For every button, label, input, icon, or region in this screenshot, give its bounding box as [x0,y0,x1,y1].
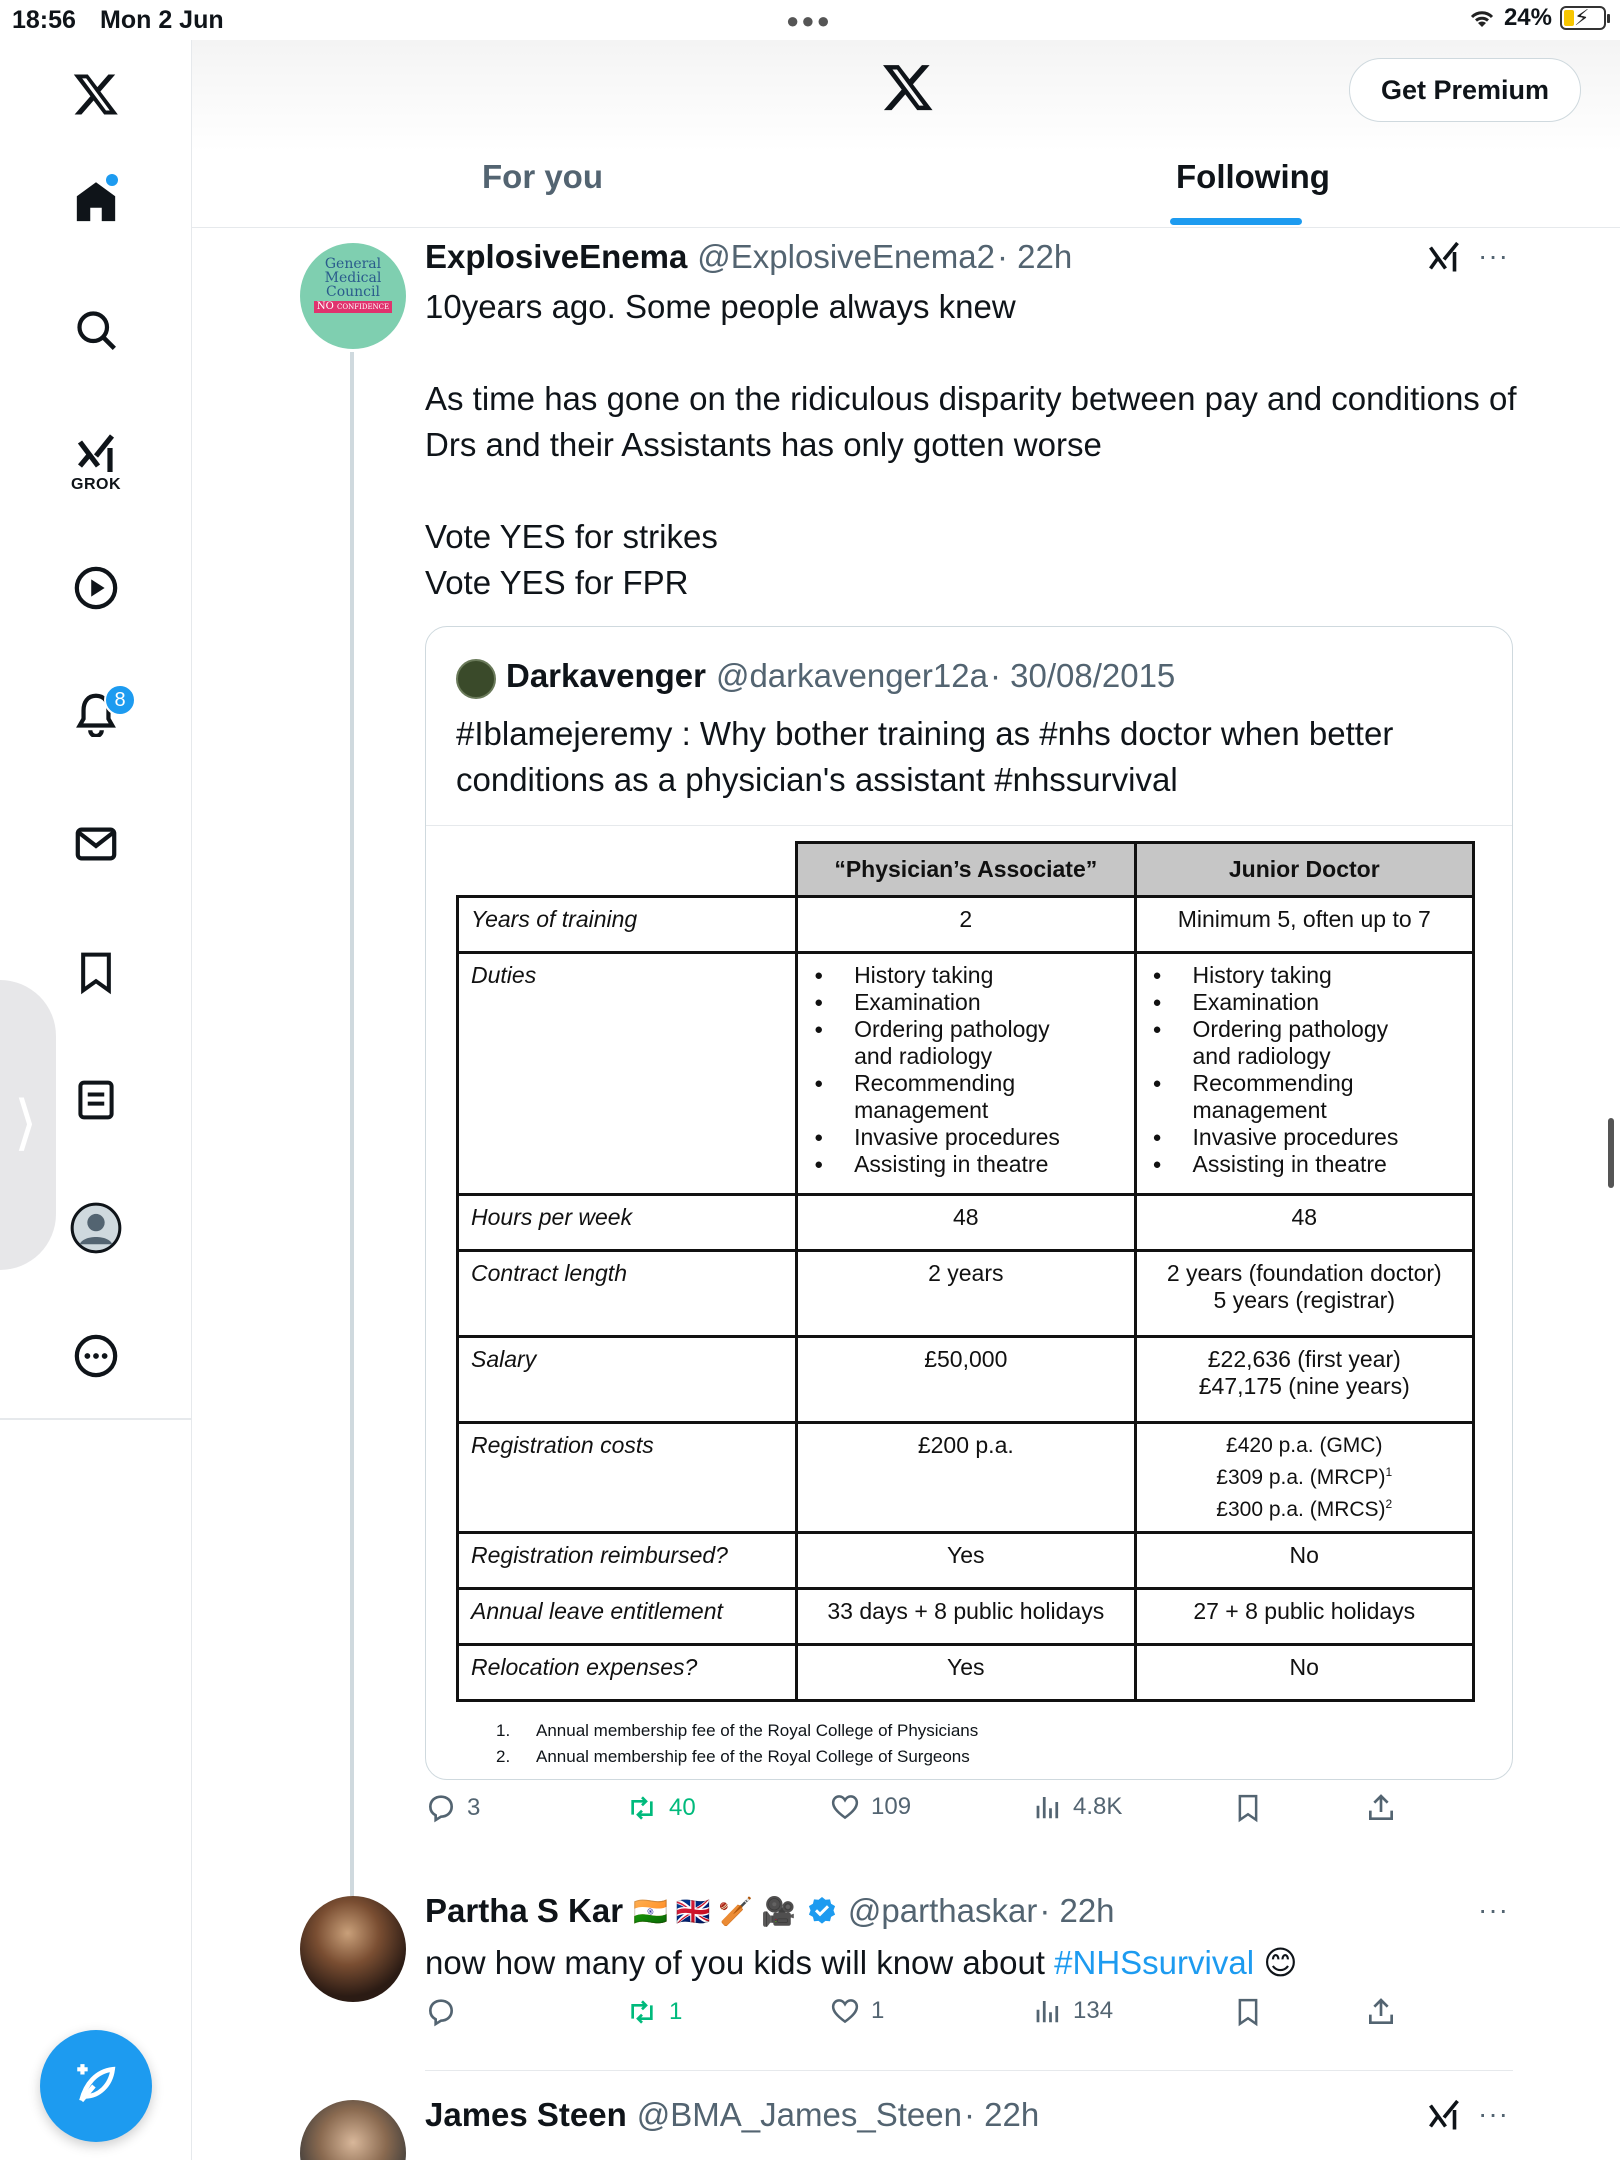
list-item: management [854,1097,989,1123]
avatar-text: Council [326,284,380,300]
table-cell [1135,1337,1473,1423]
quote-author-name: Darkavenger [506,657,706,694]
repost-button[interactable] [625,1996,682,2028]
quote-author-handle: @darkavenger12a [715,657,988,694]
avatar-badge: NO CONFIDENCE [314,301,392,313]
repost-icon [625,1792,659,1824]
cell-line: £420 p.a. (GMC) [1226,1434,1383,1457]
more-icon[interactable]: ··· [1478,1894,1509,1925]
wifi-icon [1468,7,1496,29]
comparison-table [456,841,1475,1702]
reply-icon [425,1996,457,2028]
verified-badge-icon [806,1895,838,1927]
more-options-icon[interactable] [66,1326,126,1386]
compose-button[interactable] [40,2030,152,2142]
hashtag-link[interactable]: #NHSsurvival [1054,1944,1255,1981]
bookmark-icon [1233,1792,1263,1824]
tweet-text-plain: now how many of you kids will know about [425,1944,1055,1981]
row-label: Hours per week [458,1195,797,1251]
sidebar-toggle-handle[interactable] [0,980,56,1270]
share-button[interactable] [1365,1996,1397,2028]
tweet-header [425,238,1072,276]
list-item: ● Ordering pathology [854,1016,1121,1043]
quote-text: #Iblamejeremy : Why bother training as #nhs doctor when better conditions as a physician's assistant #nhssurvival [456,715,1394,798]
row-label: Salary [458,1337,797,1423]
more-icon[interactable]: ··· [1478,2098,1509,2129]
left-nav [0,40,192,2160]
active-tab-indicator [1170,218,1302,225]
table-cell [1135,953,1473,1195]
repost-icon [625,1996,659,2028]
bookmark-button[interactable] [1233,1996,1263,2028]
list-item: ● Recommending [854,1070,1121,1097]
bookmarks-icon[interactable] [66,942,126,1002]
like-button[interactable] [829,1792,911,1822]
author-name[interactable]: James Steen [425,2096,627,2133]
tweet-time[interactable]: · 22h [1039,1892,1115,1929]
avatar-text: General [324,256,382,272]
table-cell: 2 [797,897,1135,953]
repost-count: 40 [669,1794,696,1821]
reply-button[interactable] [425,1996,467,2028]
list-item: ● Invasive procedures [854,1124,1121,1151]
cell-line: £300 p.a. (MRCS)$^2$ [1216,1497,1393,1521]
author-handle[interactable]: @parthaskar [847,1892,1038,1929]
author-handle[interactable]: @ExplosiveEnema2 [697,238,995,275]
list-item: ● Examination [854,989,1121,1016]
list-item: ● Examination [1193,989,1460,1016]
like-count: 109 [871,1793,912,1820]
reply-button[interactable] [425,1792,480,1824]
tweet-time[interactable]: · 22h [963,2096,1040,2133]
row-label: Contract length [458,1251,797,1337]
list-item: ● Ordering pathology [1193,1016,1460,1043]
reply-count: 3 [467,1794,481,1821]
lists-icon[interactable] [66,1070,126,1130]
table-cell: No [1135,1533,1473,1589]
cell-line: £22,636 (first year) [1207,1346,1401,1372]
table-cell [1135,1423,1473,1533]
quoted-tweet[interactable] [425,626,1513,1780]
status-bar [0,0,1620,40]
quote-date: · 30/08/2015 [989,657,1176,694]
cell-line: 5 years (registrar) [1213,1287,1395,1313]
table-cell: 33 days + 8 public holidays [797,1589,1135,1645]
multitask-dots-icon[interactable]: ●●● [786,8,832,33]
tweet-text [425,1940,1298,1986]
table-cell: 48 [797,1195,1135,1251]
emoji: 😊 [1263,1944,1298,1981]
grok-explain-icon[interactable] [1426,2098,1462,2139]
share-button[interactable] [1365,1792,1397,1824]
table-corner [458,843,797,897]
table-header: “Physician’s Associate” [797,843,1135,897]
scrollbar[interactable] [1608,1118,1614,1188]
get-premium-button[interactable]: Get Premium [1349,58,1581,122]
bookmark-button[interactable] [1233,1792,1263,1824]
author-name[interactable]: ExplosiveEnema [425,238,688,275]
battery-percent: 24% [1503,4,1552,31]
table-header: Junior Doctor [1135,843,1473,897]
avatar[interactable] [300,243,406,349]
views-button[interactable] [1033,1792,1122,1822]
list-item: ● Recommending [1193,1070,1460,1097]
quote-header [506,657,1175,695]
list-item: and radiology [854,1043,993,1069]
author-flag-emojis: 🇮🇳 🇬🇧 🏏 🎥 [633,1895,796,1927]
heart-icon [829,1792,861,1822]
like-count: 1 [871,1997,885,2024]
duties-list [1149,962,1460,1178]
search-icon[interactable] [66,300,126,360]
views-icon [1033,1996,1063,2026]
table-cell: £50,000 [797,1337,1135,1423]
tweet-header [425,1892,1115,1930]
avatar[interactable] [300,2100,406,2160]
home-unread-dot [106,174,118,186]
table-cell: 2 years [797,1251,1135,1337]
table-cell [1135,1251,1473,1337]
table-cell: Yes [797,1533,1135,1589]
tweet-actions [425,1996,1425,2046]
repost-button[interactable] [625,1792,696,1824]
views-count: 4.8K [1073,1793,1123,1820]
author-name[interactable]: Partha S Kar [425,1892,624,1929]
table-cell: Yes [797,1645,1135,1701]
duties-list [810,962,1121,1178]
compose-feather-icon [71,2061,121,2111]
row-label: Registration reimbursed? [458,1533,797,1589]
table-cell: £200 p.a. [797,1423,1135,1533]
tab-for-you[interactable]: For you [482,158,603,195]
share-icon [1365,1996,1397,2028]
chevron-right-icon: ⟩ [14,1089,38,1156]
share-icon [1365,1792,1397,1824]
views-button[interactable] [1033,1996,1113,2026]
table-cell: Minimum 5, often up to 7 [1135,897,1473,953]
avatar [456,659,496,699]
views-icon [1033,1792,1063,1822]
timeline-header [192,40,1620,228]
list-item: ● Assisting in theatre [854,1151,1121,1178]
list-item: ● Invasive procedures [1193,1124,1460,1151]
cell-line: 2 years (foundation doctor) [1166,1260,1442,1286]
tweet-text: 10years ago. Some people always knew As time has gone on the ridiculous disparity between pay and conditions of Drs and their Assistants has only gotten worse Vote YES for strikes Vote YES for FPR [425,288,1517,601]
table-cell: 48 [1135,1195,1473,1251]
tweet-separator [425,2070,1513,2071]
status-time: 18:56 [12,6,76,34]
profile-icon[interactable] [66,1198,126,1258]
footnote: 1. Annual membership fee of the Royal College of Physicians [496,1721,979,1740]
tab-following[interactable]: Following [1176,158,1330,195]
row-label: Registration costs [458,1423,797,1533]
messages-icon[interactable] [66,814,126,874]
x-logo-center-icon[interactable] [880,60,936,119]
cell-line: £309 p.a. (MRCP)$^1$ [1216,1465,1393,1489]
notifications-badge: 8 [104,684,136,716]
tweet-actions [425,1792,1425,1842]
avatar[interactable] [300,1896,406,2002]
row-label: Years of training [458,897,797,953]
row-label: Relocation expenses? [458,1645,797,1701]
grok-icon[interactable] [66,424,126,484]
grok-label: GROK [71,476,121,493]
footnote: 2. Annual membership fee of the Royal College of Surgeons [496,1747,970,1766]
cell-line: £47,175 (nine years) [1198,1373,1410,1399]
battery-icon: ⚡ [1560,6,1606,30]
reply-icon [425,1792,457,1824]
heart-icon [829,1996,861,2026]
nav-divider [0,1418,192,1420]
list-item: ● Assisting in theatre [1193,1151,1460,1178]
views-count: 134 [1073,1997,1114,2024]
list-item: management [1192,1097,1327,1123]
status-right [1468,4,1606,32]
grok-explain-icon[interactable] [1426,240,1462,281]
repost-count: 1 [669,1998,683,2025]
like-button[interactable] [829,1996,884,2026]
bookmark-icon [1233,1996,1263,2028]
x-logo-icon[interactable] [66,64,126,124]
quote-divider [426,825,1512,826]
list-item: and radiology [1192,1043,1331,1069]
list-item: ● History taking [854,962,1121,989]
tweet-header [425,2096,1039,2134]
table-cell: 27 + 8 public holidays [1135,1589,1473,1645]
author-handle[interactable]: @BMA_James_Steen [636,2096,962,2133]
status-date: Mon 2 Jun [100,6,224,34]
more-icon[interactable]: ··· [1478,240,1509,271]
tweet-time[interactable]: · 22h [996,238,1073,275]
row-label: Annual leave entitlement [458,1589,797,1645]
table-cell: No [1135,1645,1473,1701]
video-icon[interactable] [66,558,126,618]
table-cell [797,953,1135,1195]
thread-line [350,352,354,1896]
comparison-table-image[interactable] [456,841,1476,1770]
avatar-text: Medical [324,270,382,286]
table-footnotes [456,1718,1476,1770]
row-label: Duties [458,953,797,1195]
list-item: ● History taking [1193,962,1460,989]
